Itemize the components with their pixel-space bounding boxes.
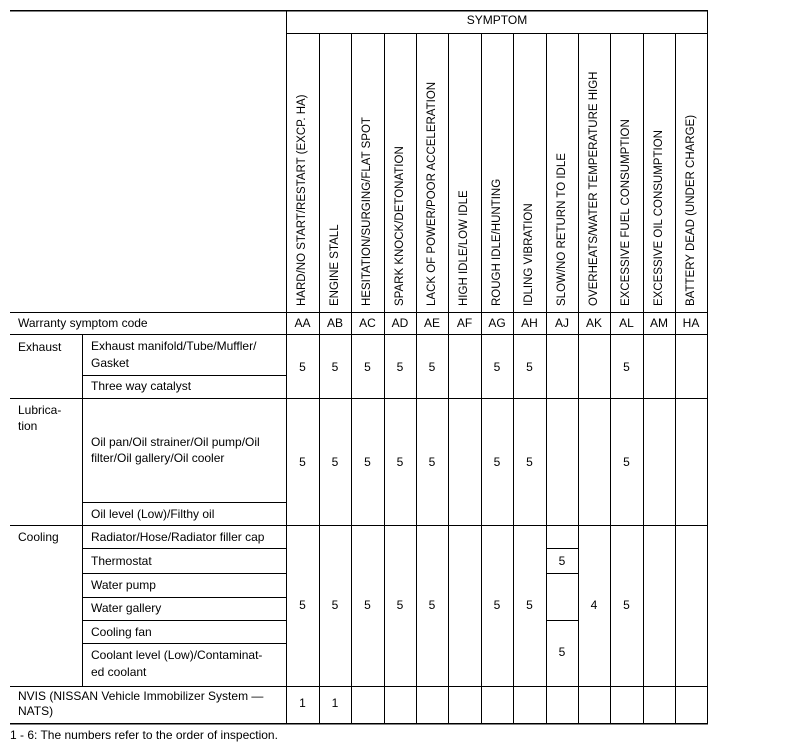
code-aa: AA [294,316,311,330]
value-cell: 5 [331,360,339,374]
column-header-ad: SPARK KNOCK/DETONATION [394,146,406,306]
column-header-ab: ENGINE STALL [329,224,341,306]
item-label: Exhaust manifold/Tube/Muffler/ [91,339,257,353]
item-label: Oil level (Low)/Filthy oil [91,507,215,521]
value-cell: 5 [364,455,371,469]
column-header-ag: ROUGH IDLE/HUNTING [491,178,503,306]
value-cell: 5 [493,598,501,612]
item-label: ed coolant [91,665,147,679]
group-label: Lubrica- [18,403,62,417]
column-header-aj: SLOW/NO RETURN TO IDLE [556,153,568,306]
value-cell: 5 [299,455,306,469]
column-header-af: HIGH IDLE/LOW IDLE [458,190,470,306]
value-cell: 5 [526,360,533,374]
group-label: NATS) [18,704,54,718]
value-cell: 5 [623,598,630,612]
value-cell: 5 [428,455,436,469]
value-cell: 5 [331,455,339,469]
warranty-code-label: Warranty symptom code [18,316,148,330]
value-cell: 5 [623,455,630,469]
value-cell: 5 [299,598,306,612]
value-cell: 5 [493,455,501,469]
code-al: AL [619,316,634,330]
value-cell: 1 [331,696,339,710]
item-label: filter/Oil gallery/Oil cooler [91,451,225,465]
item-label: Oil pan/Oil strainer/Oil pump/Oil [91,435,260,449]
footnote: 1 - 6: The numbers refer to the order of inspection. [10,728,278,742]
item-label: Thermostat [91,554,152,568]
value-cell: 5 [428,360,436,374]
value-cell: 5 [526,598,533,612]
group-label: Exhaust [18,340,62,354]
code-ab: AB [326,316,343,330]
item-label: Water pump [91,578,156,592]
code-aj: AJ [554,316,569,330]
item-label: Water gallery [91,601,162,615]
code-ah: AH [521,316,538,330]
item-label: Three way catalyst [91,379,192,393]
column-header-ah: IDLING VIBRATION [523,203,535,306]
code-ha: HA [682,316,700,330]
group-label: NVIS (NISSAN Vehicle Immobilizer System — [18,689,264,703]
value-cell: 5 [526,455,533,469]
code-ae: AE [423,316,440,330]
symptom-header: SYMPTOM [466,13,528,27]
value-cell: 5 [558,645,566,659]
column-header-am: EXCESSIVE OIL CONSUMPTION [653,130,665,306]
code-af: AF [456,316,473,330]
value-cell: 4 [590,598,598,612]
column-header-ac: HESITATION/SURGING/FLAT SPOT [361,117,373,306]
value-cell: 5 [364,360,371,374]
value-cell: 5 [428,598,436,612]
code-ac: AC [359,316,376,330]
item-label: Coolant level (Low)/Contaminat- [91,648,263,662]
item-label: Cooling fan [91,625,152,639]
value-cell: 5 [331,598,339,612]
column-header-al: EXCESSIVE FUEL CONSUMPTION [620,119,632,306]
value-cell: 5 [623,360,630,374]
code-am: AM [650,316,668,330]
value-cell: 5 [396,360,404,374]
column-header-ha: BATTERY DEAD (UNDER CHARGE) [685,114,697,306]
value-cell: 5 [493,360,501,374]
value-cell: 5 [396,455,404,469]
code-ag: AG [488,316,506,330]
group-label: tion [18,419,38,433]
group-label: Cooling [18,530,59,544]
value-cell: 1 [299,696,306,710]
code-ad: AD [391,316,409,330]
column-header-ae: LACK OF POWER/POOR ACCELERATION [426,81,438,306]
item-label: Radiator/Hose/Radiator filler cap [91,530,265,544]
value-cell: 5 [364,598,371,612]
column-header-aa: HARD/NO START/RESTART (EXCP. HA) [296,94,308,306]
value-cell: 5 [396,598,404,612]
item-label: Gasket [91,356,130,370]
value-cell: 5 [299,360,306,374]
value-cell: 5 [558,554,566,568]
column-header-ak: OVERHEATS/WATER TEMPERATURE HIGH [588,71,600,306]
code-ak: AK [585,316,602,330]
